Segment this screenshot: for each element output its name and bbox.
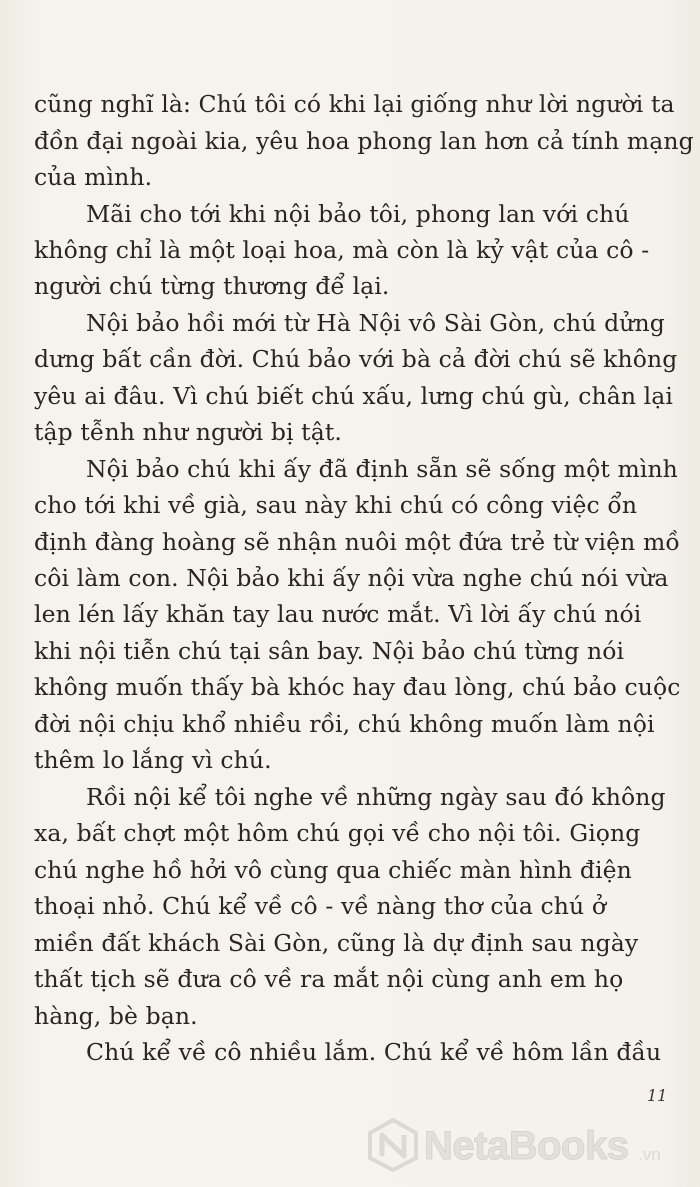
text-line: người chú từng thương để lại.	[34, 272, 390, 300]
text-line: Chú kể về cô nhiều lắm. Chú kể về hôm lần đầu	[86, 1038, 662, 1066]
text-line: thất tịch sẽ đưa cô về ra mắt nội cùng anh em họ	[34, 965, 624, 993]
text-line: đồn đại ngoài kia, yêu hoa phong lan hơn cả tính mạng	[34, 127, 694, 155]
text-line: Nội bảo chú khi ấy đã định sẵn sẽ sống một mình	[86, 455, 678, 483]
text-line: côi làm con. Nội bảo khi ấy nội vừa nghe chú nói vừa	[34, 564, 669, 592]
text-line: Nội bảo hồi mới từ Hà Nội vô Sài Gòn, chú dửng	[86, 309, 665, 337]
text-line: cho tới khi về già, sau này khi chú có công việc ổn	[34, 491, 638, 519]
text-line: không muốn thấy bà khóc hay đau lòng, chú bảo cuộc	[34, 673, 681, 701]
page-number: 11	[647, 1086, 668, 1105]
text-line: định đàng hoàng sẽ nhận nuôi một đứa trẻ từ viện mồ	[34, 528, 680, 556]
text-line: dưng bất cần đời. Chú bảo với bà cả đời chú sẽ không	[34, 345, 678, 373]
text-line: không chỉ là một loại hoa, mà còn là kỷ vật của cô -	[34, 236, 650, 264]
text-line: Mãi cho tới khi nội bảo tôi, phong lan với chú	[86, 200, 630, 228]
watermark-brand: NetaBooks	[424, 1124, 629, 1168]
watermark-suffix: .vn	[638, 1145, 661, 1164]
text-line: thoại nhỏ. Chú kể về cô - về nàng thơ của chú ở	[34, 892, 607, 920]
text-line: cũng nghĩ là: Chú tôi có khi lại giống như lời người ta	[34, 90, 675, 118]
text-line: Rồi nội kể tôi nghe về những ngày sau đó không	[86, 783, 666, 811]
netabooks-logo-icon	[366, 1118, 420, 1172]
text-line: len lén lấy khăn tay lau nước mắt. Vì lời ấy chú nói	[34, 600, 642, 628]
text-line: tập tễnh như người bị tật.	[34, 418, 342, 446]
text-line: xa, bất chợt một hôm chú gọi về cho nội tôi. Giọng	[34, 819, 641, 847]
text-line: của mình.	[34, 163, 153, 191]
text-line: yêu ai đâu. Vì chú biết chú xấu, lưng chú gù, chân lại	[34, 382, 674, 410]
text-line: chú nghe hồ hởi vô cùng qua chiếc màn hình điện	[34, 856, 632, 884]
text-line: thêm lo lắng vì chú.	[34, 746, 272, 774]
text-line: hàng, bè bạn.	[34, 1002, 198, 1030]
text-line: khi nội tiễn chú tại sân bay. Nội bảo chú từng nói	[34, 637, 625, 665]
text-line: đời nội chịu khổ nhiều rồi, chú không muốn làm nội	[34, 710, 655, 738]
text-line: miền đất khách Sài Gòn, cũng là dự định sau ngày	[34, 929, 639, 957]
watermark	[366, 1110, 696, 1180]
